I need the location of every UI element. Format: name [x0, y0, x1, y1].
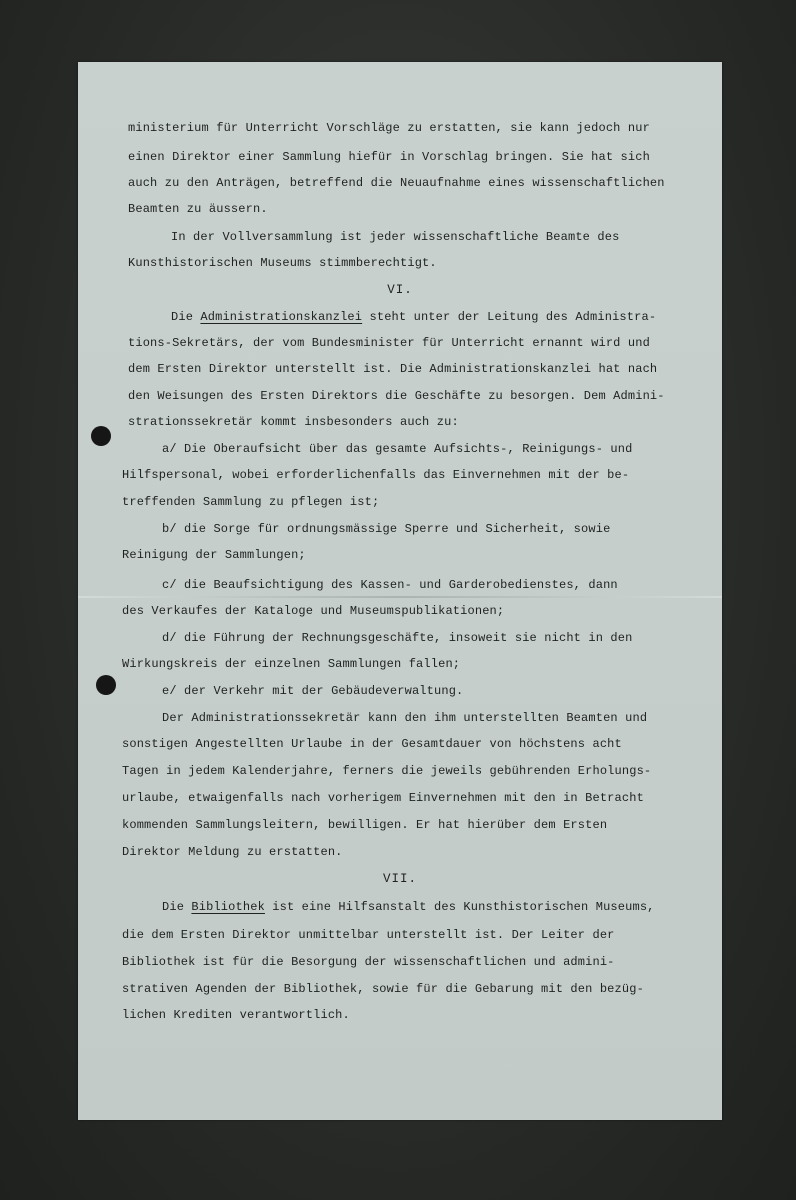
text-line: Direktor Meldung zu erstatten. — [122, 845, 343, 859]
text-line: In der Vollversammlung ist jeder wissenschaftliche Beamte des — [171, 230, 620, 244]
text-line: des Verkaufes der Kataloge und Museumspublikationen; — [122, 604, 505, 618]
text-line: Bibliothek ist für die Besorgung der wissenschaftlichen und admini- — [122, 955, 615, 969]
text-fragment: Die — [171, 310, 201, 324]
section-heading: VII. — [382, 872, 417, 886]
list-item: a/ Die Oberaufsicht über das gesamte Aufsichts-, Reinigungs- und — [162, 442, 633, 456]
text-line — [162, 894, 655, 920]
text-fragment: ist eine Hilfsanstalt des Kunsthistorischen Museums, — [264, 900, 655, 914]
text-line: Kunsthistorischen Museums stimmberechtigt. — [128, 256, 437, 270]
text-line: urlaube, etwaigenfalls nach vorherigem Einvernehmen mit den in Betracht — [122, 791, 644, 805]
text-line: ministerium für Unterricht Vorschläge zu erstatten, sie kann jedoch nur — [128, 121, 650, 135]
text-line — [171, 304, 656, 330]
text-line: sonstigen Angestellten Urlaube in der Gesamtdauer von höchstens acht — [122, 737, 622, 751]
typewritten-text — [78, 62, 722, 1200]
text-line: strationssekretär kommt insbesonders auch zu: — [128, 415, 459, 429]
list-item: d/ die Führung der Rechnungsgeschäfte, insoweit sie nicht in den — [162, 631, 633, 645]
text-line: Hilfspersonal, wobei erforderlichenfalls das Einvernehmen mit der be- — [122, 468, 630, 482]
text-line: einen Direktor einer Sammlung hiefür in Vorschlag bringen. Sie hat sich — [128, 150, 650, 164]
text-line: dem Ersten Direktor unterstellt ist. Die Administrationskanzlei hat nach — [128, 362, 658, 376]
text-line: den Weisungen des Ersten Direktors die Geschäfte zu besorgen. Dem Admini- — [128, 389, 665, 403]
list-item: b/ die Sorge für ordnungsmässige Sperre und Sicherheit, sowie — [162, 522, 611, 536]
text-line: kommenden Sammlungsleitern, bewilligen. Er hat hierüber dem Ersten — [122, 818, 608, 832]
text-line: Der Administrationssekretär kann den ihm unterstellten Beamten und — [162, 711, 648, 725]
list-item: e/ der Verkehr mit der Gebäudeverwaltung. — [162, 684, 464, 698]
text-line: treffenden Sammlung zu pflegen ist; — [122, 495, 380, 509]
text-line: tions-Sekretärs, der vom Bundesminister für Unterricht ernannt wird und — [128, 336, 650, 350]
underlined-term: Administrationskanzlei — [200, 310, 363, 324]
text-line: Tagen in jedem Kalenderjahre, ferners die jeweils gebührenden Erholungs- — [122, 764, 652, 778]
section-heading: VI. — [387, 283, 413, 297]
text-line: auch zu den Anträgen, betreffend die Neuaufnahme eines wissenschaftlichen — [128, 176, 665, 190]
underlined-term: Bibliothek — [191, 900, 265, 914]
text-line: lichen Krediten verantwortlich. — [122, 1008, 350, 1022]
text-line: strativen Agenden der Bibliothek, sowie für die Gebarung mit den bezüg- — [122, 982, 644, 996]
text-line: Beamten zu äussern. — [128, 202, 268, 216]
document-page — [78, 62, 722, 1120]
text-line: Wirkungskreis der einzelnen Sammlungen fallen; — [122, 657, 461, 671]
text-fragment: steht unter der Leitung des Administra- — [362, 310, 657, 324]
text-line: Reinigung der Sammlungen; — [122, 548, 306, 562]
list-item: c/ die Beaufsichtigung des Kassen- und Garderobedienstes, dann — [162, 578, 618, 592]
text-line: die dem Ersten Direktor unmittelbar unterstellt ist. Der Leiter der — [122, 928, 615, 942]
text-fragment: Die — [162, 900, 192, 914]
